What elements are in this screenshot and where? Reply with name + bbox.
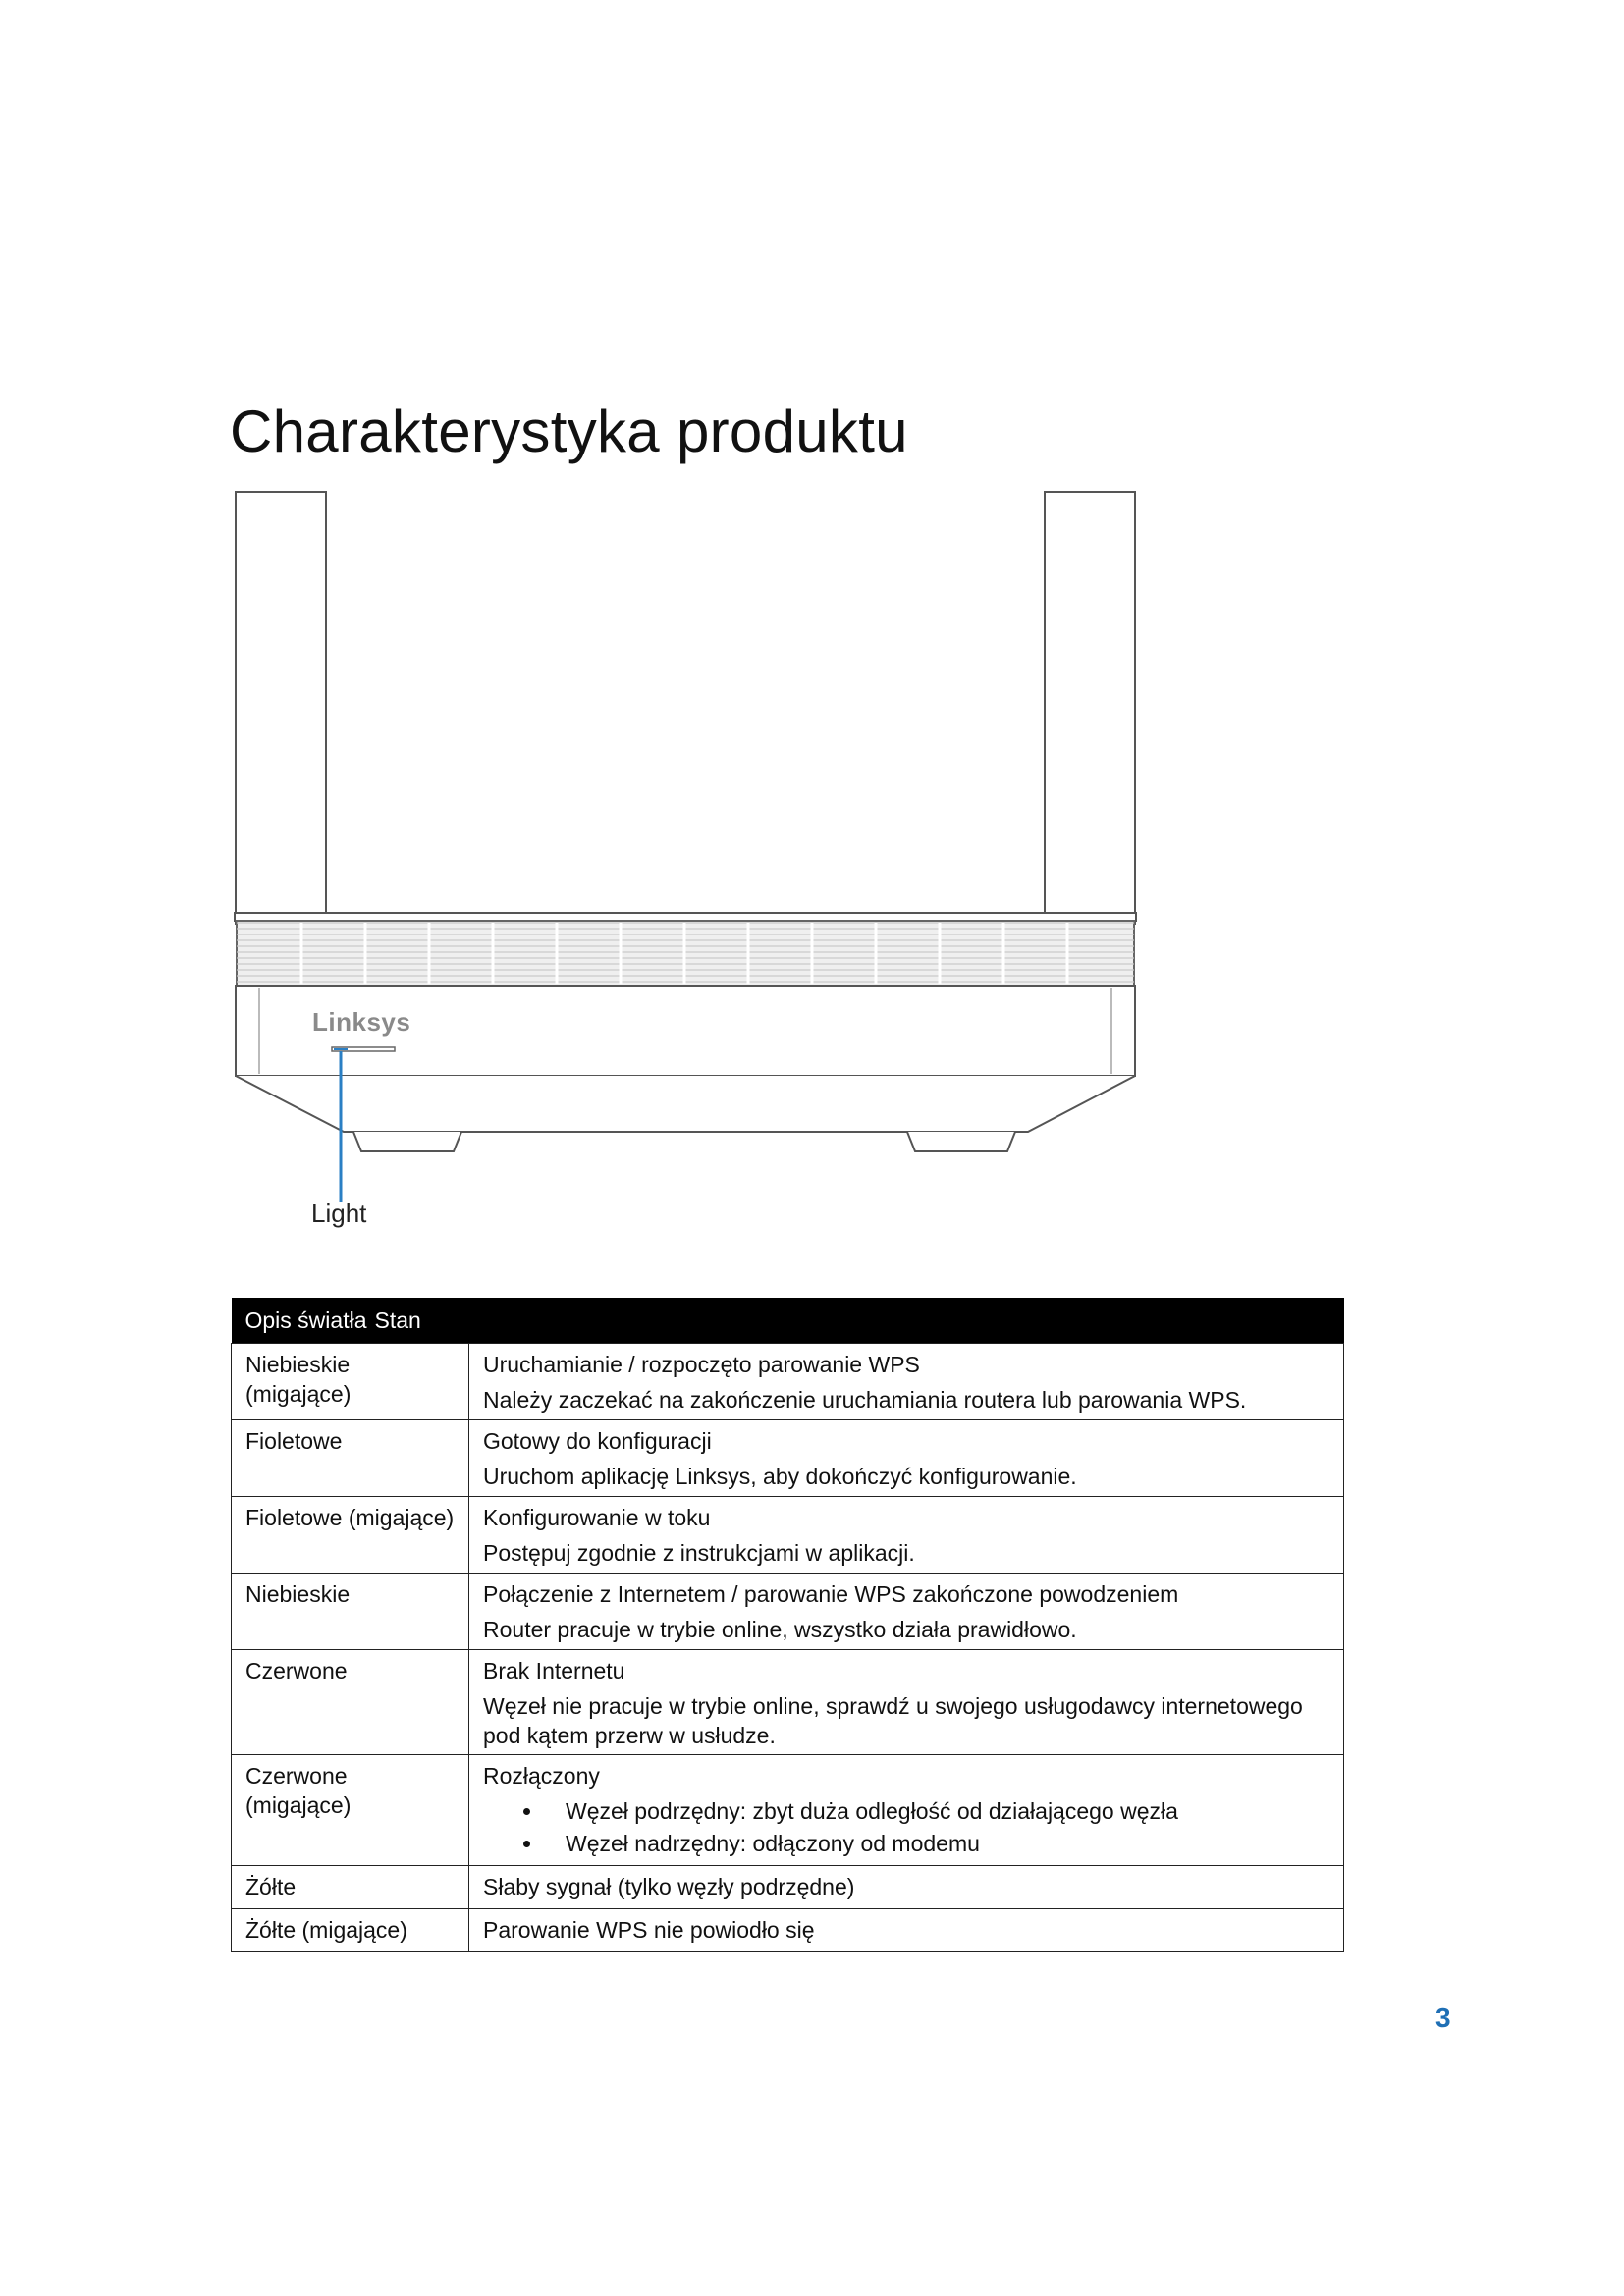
column-header-description: Opis światła <box>244 1308 367 1333</box>
table-row <box>232 1420 1344 1497</box>
status-title: Słaby sygnał (tylko węzły podrzędne) <box>483 1874 855 1899</box>
router-illustration <box>228 484 1141 1250</box>
status-title: Konfigurowanie w toku <box>483 1505 711 1530</box>
status-title: Uruchamianie / rozpoczęto parowanie WPS <box>483 1352 920 1377</box>
router-base <box>236 1076 1135 1132</box>
table-header-cell <box>232 1298 1344 1344</box>
right-foot <box>907 1132 1015 1151</box>
page-title: Charakterystyka produktu <box>230 399 908 464</box>
led-color-cell: Fioletowe (migające) <box>232 1497 469 1574</box>
list-item: • Węzeł nadrzędny: odłączony od modemu <box>544 1829 1329 1858</box>
led-color-cell: Niebieskie <box>232 1574 469 1650</box>
right-antenna <box>1045 492 1135 924</box>
led-status-table <box>231 1298 1344 1952</box>
status-description: Uruchom aplikację Linksys, aby dokończyć konfigurowanie. <box>483 1464 1077 1489</box>
led-color-cell: Czerwone <box>232 1650 469 1755</box>
led-color-cell: Żółte <box>232 1866 469 1909</box>
table-row <box>232 1574 1344 1650</box>
table-header <box>232 1298 1344 1344</box>
status-cell <box>469 1344 1344 1420</box>
status-description: Postępuj zgodnie z instrukcjami w aplikacji. <box>483 1540 915 1566</box>
led-color-cell: Fioletowe <box>232 1420 469 1497</box>
status-cell <box>469 1574 1344 1650</box>
status-cell <box>469 1420 1344 1497</box>
status-bullet-list <box>483 1796 1329 1858</box>
led-color-cell: Niebieskie (migające) <box>232 1344 469 1420</box>
status-description: Węzeł nie pracuje w trybie online, sprawdź u swojego usługodawcy internetowego pod kątem przerw w usłudze. <box>483 1693 1303 1748</box>
left-antenna <box>236 492 326 924</box>
table-row <box>232 1755 1344 1866</box>
list-item: • Węzeł podrzędny: zbyt duża odległość od działającego węzła <box>544 1796 1329 1826</box>
table-row <box>232 1909 1344 1952</box>
status-title: Brak Internetu <box>483 1658 625 1683</box>
status-title: Gotowy do konfiguracji <box>483 1428 712 1454</box>
status-description: Należy zaczekać na zakończenie uruchamiania routera lub parowania WPS. <box>483 1387 1247 1413</box>
status-title: Połączenie z Internetem / parowanie WPS zakończone powodzeniem <box>483 1581 1179 1607</box>
column-header-status: Stan <box>374 1308 421 1333</box>
status-title: Rozłączony <box>483 1763 600 1789</box>
led-color-cell: Czerwone (migające) <box>232 1755 469 1866</box>
status-cell <box>469 1650 1344 1755</box>
status-cell <box>469 1755 1344 1866</box>
table-row <box>232 1344 1344 1420</box>
table-row <box>232 1866 1344 1909</box>
brand-logo: Linksys <box>312 1007 411 1037</box>
led-color-cell: Żółte (migające) <box>232 1909 469 1952</box>
status-cell <box>469 1866 1344 1909</box>
router-drawing <box>228 484 1141 1250</box>
table-row <box>232 1497 1344 1574</box>
table-row <box>232 1650 1344 1755</box>
page-number: 3 <box>1435 2002 1451 2033</box>
light-callout-label: Light <box>311 1199 367 1228</box>
status-title: Parowanie WPS nie powiodło się <box>483 1917 815 1943</box>
status-description: Router pracuje w trybie online, wszystko działa prawidłowo. <box>483 1617 1077 1642</box>
left-foot <box>353 1132 461 1151</box>
status-cell <box>469 1909 1344 1952</box>
status-cell <box>469 1497 1344 1574</box>
